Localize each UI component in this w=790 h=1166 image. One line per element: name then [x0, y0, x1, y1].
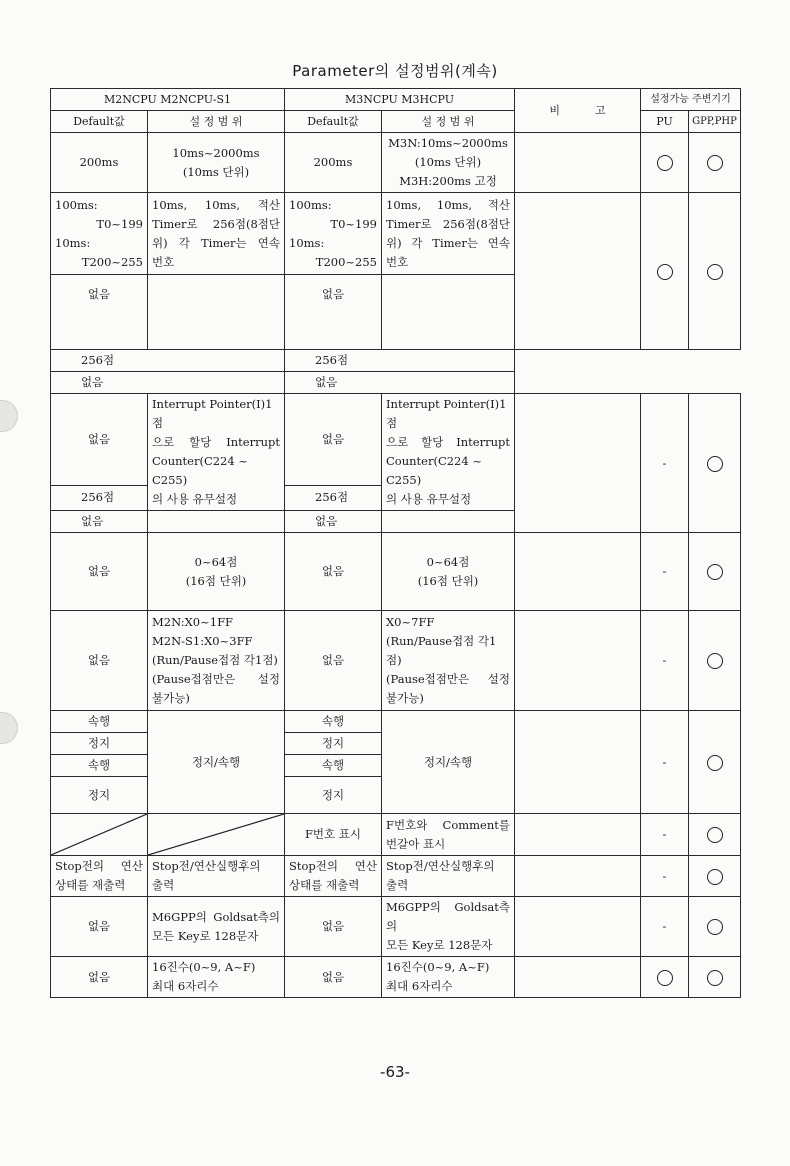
default-value: 없음: [51, 533, 148, 611]
default-value: 256점: [285, 350, 515, 372]
range-cell: [382, 957, 515, 998]
range-line: (Run/Pause접점 각1점): [386, 634, 497, 667]
default-value: 256점: [285, 485, 382, 510]
binder-hole-bottom: [0, 712, 18, 744]
default-cell: [285, 193, 382, 275]
circle-icon: [707, 970, 723, 986]
header-row-1: [51, 89, 741, 111]
pu-mark: -: [641, 611, 689, 711]
remarks-cell: [515, 611, 641, 711]
range-cell: [382, 511, 515, 533]
range-cell: [148, 533, 285, 611]
range-cell: [148, 511, 285, 533]
default-value: 200ms: [51, 133, 148, 193]
header-default-1: Default값: [51, 111, 148, 133]
range-line: 번호: [386, 254, 409, 269]
circle-icon: [707, 155, 723, 171]
range-line: (Run/Pause접점 각1점): [152, 653, 278, 667]
gpp-mark: [689, 133, 741, 193]
default-value: 없음: [51, 275, 148, 350]
range-line: 10ms, 10ms, 적산: [386, 197, 510, 212]
range-line: Counter(C224 ~ C255): [386, 454, 482, 487]
range-line: 모든 Key로 128문자: [386, 938, 493, 952]
gpp-mark: [689, 856, 741, 897]
range-cell: [382, 611, 515, 711]
range-line: F번호와 Comment를: [386, 817, 510, 832]
range-cell: [382, 394, 515, 511]
default-value: 없음: [285, 611, 382, 711]
range-cell: [148, 611, 285, 711]
table-row: [51, 814, 741, 856]
range-line: Stop전/연산실행후의: [152, 859, 261, 873]
remarks-cell: [515, 856, 641, 897]
default-line: 100ms:: [289, 197, 332, 212]
pu-mark: -: [641, 394, 689, 533]
table-row: [51, 533, 741, 611]
default-value: 속행: [285, 755, 382, 777]
range-line: 번갈아 표시: [386, 836, 446, 851]
circle-icon: [707, 264, 723, 280]
pu-mark: -: [641, 711, 689, 814]
range-line: 모든 Key로 128문자: [152, 928, 259, 943]
range-line: 번호: [152, 254, 175, 269]
remarks-cell: [515, 394, 641, 533]
range-cell: [148, 133, 285, 193]
default-line: 상태를 재출력: [55, 878, 126, 892]
default-line: 10ms:: [289, 235, 325, 250]
parameter-range-table: [50, 88, 741, 998]
range-cell: [148, 856, 285, 897]
range-cell: [382, 856, 515, 897]
default-value: 없음: [51, 611, 148, 711]
remarks-cell: [515, 957, 641, 998]
gpp-mark: [689, 394, 741, 533]
header-default-2: Default값: [285, 111, 382, 133]
range-line: 16진수(0~9, A~F): [386, 960, 490, 974]
default-cell: [51, 193, 148, 275]
header-range-2: 설 정 범 위: [382, 111, 515, 133]
default-value: 없음: [51, 394, 148, 486]
range-line: (Pause접점만은 설정: [386, 672, 510, 686]
range-line: 출력: [386, 878, 409, 892]
pu-mark: [641, 957, 689, 998]
default-line: Stop전의 연산: [289, 859, 377, 873]
table-row: [51, 711, 741, 733]
circle-icon: [657, 264, 673, 280]
circle-icon: [707, 653, 723, 669]
header-pu: PU: [641, 111, 689, 133]
range-cell: [382, 275, 515, 350]
range-line: X0~7FF: [386, 615, 435, 629]
header-range-1: 설 정 범 위: [148, 111, 285, 133]
range-line: Interrupt Pointer(I)1점: [386, 397, 507, 430]
default-line: T0~199: [330, 216, 377, 231]
header-remarks: 비 고: [515, 89, 641, 133]
default-line: Stop전의 연산: [55, 859, 143, 873]
range-line: 위) 각 Timer는 연속: [386, 235, 510, 250]
default-value: 없음: [51, 372, 285, 394]
range-cell: [382, 533, 515, 611]
range-cell: 정지/속행: [382, 711, 515, 814]
default-value: 200ms: [285, 133, 382, 193]
circle-icon: [707, 755, 723, 771]
default-value: 없음: [285, 372, 515, 394]
gpp-mark: [689, 533, 741, 611]
range-line: M3H:200ms 고정: [399, 174, 497, 188]
default-line: T200~255: [81, 254, 143, 269]
empty-diagonal-cell: [148, 814, 285, 856]
pu-mark: [641, 133, 689, 193]
gpp-mark: [689, 814, 741, 856]
pu-mark: -: [641, 856, 689, 897]
range-line: (16점 단위): [417, 573, 479, 588]
default-cell: [51, 856, 148, 897]
range-line: 16진수(0~9, A~F): [152, 960, 256, 974]
pu-mark: -: [641, 897, 689, 957]
range-cell: [148, 957, 285, 998]
default-value: 없음: [51, 511, 148, 533]
remarks-cell: [515, 350, 741, 394]
remarks-cell: [515, 533, 641, 611]
default-value: 없음: [285, 897, 382, 957]
range-line: Timer로 256점(8점단: [152, 216, 280, 231]
table-row: [51, 394, 741, 486]
default-value: 정지: [51, 733, 148, 755]
default-line: T200~255: [315, 254, 377, 269]
table-row: [51, 957, 741, 998]
default-line: T0~199: [96, 216, 143, 231]
range-line: 출력: [152, 878, 175, 892]
range-cell: [148, 394, 285, 511]
gpp-mark: [689, 193, 741, 350]
remarks-cell: [515, 193, 641, 350]
range-cell: [148, 275, 285, 350]
range-line: 0~64점: [426, 554, 470, 569]
default-value: 256점: [51, 350, 285, 372]
range-line: 으로 할당 Interrupt: [152, 435, 280, 449]
range-line: (16점 단위): [185, 573, 247, 588]
gpp-mark: [689, 897, 741, 957]
range-line: 불가능): [152, 691, 190, 705]
table-row: [51, 856, 741, 897]
table-row: [51, 611, 741, 711]
range-line: 최대 6자리수: [386, 979, 453, 993]
range-cell: [382, 897, 515, 957]
circle-icon: [707, 827, 723, 843]
table-row: [51, 133, 741, 193]
remarks-cell: [515, 814, 641, 856]
range-line: 최대 6자리수: [152, 979, 219, 993]
default-value: 없음: [285, 511, 382, 533]
gpp-mark: [689, 611, 741, 711]
empty-diagonal-cell: [51, 814, 148, 856]
default-line: 100ms:: [55, 197, 98, 212]
header-m2ncpu: M2NCPU M2NCPU-S1: [51, 89, 285, 111]
circle-icon: [657, 970, 673, 986]
table-row: [51, 897, 741, 957]
circle-icon: [707, 564, 723, 580]
range-line: M6GPP의 Goldsat측의: [152, 909, 280, 924]
default-value: 속행: [51, 711, 148, 733]
range-line: (10ms 단위): [414, 155, 482, 169]
range-cell: [382, 193, 515, 275]
pu-mark: -: [641, 814, 689, 856]
range-line: M2N:X0~1FF: [152, 615, 234, 629]
diagonal-line: [51, 814, 147, 855]
range-line: 0~64점: [194, 554, 238, 569]
range-line: 10ms, 10ms, 적산: [152, 197, 280, 212]
default-value: 없음: [285, 533, 382, 611]
circle-icon: [657, 155, 673, 171]
range-line: M6GPP의 Goldsat측의: [386, 900, 510, 933]
gpp-mark: [689, 957, 741, 998]
circle-icon: [707, 919, 723, 935]
table-row: [51, 193, 741, 275]
range-line: 10ms~2000ms: [172, 145, 260, 160]
range-cell: 정지/속행: [148, 711, 285, 814]
binder-hole-top: [0, 400, 18, 432]
circle-icon: [707, 456, 723, 472]
range-cell: [382, 814, 515, 856]
range-cell: [382, 133, 515, 193]
default-value: 속행: [285, 711, 382, 733]
default-value: 없음: [51, 957, 148, 998]
pu-mark: [641, 193, 689, 350]
range-line: Interrupt Pointer(I)1점: [152, 397, 273, 430]
range-line: Timer로 256점(8점단: [386, 216, 510, 231]
range-line: (Pause접점만은 설정: [152, 672, 280, 686]
range-line: 의 사용 유무설정: [386, 492, 472, 506]
default-value: F번호 표시: [285, 814, 382, 856]
gpp-mark: [689, 711, 741, 814]
circle-icon: [707, 869, 723, 885]
range-cell: [148, 193, 285, 275]
range-line: M3N:10ms~2000ms: [388, 136, 508, 150]
range-cell: [148, 897, 285, 957]
table-row: [51, 350, 741, 372]
default-value: 없음: [285, 957, 382, 998]
default-line: 10ms:: [55, 235, 91, 250]
range-line: Counter(C224 ~ C255): [152, 454, 248, 487]
remarks-cell: [515, 897, 641, 957]
remarks-cell: [515, 711, 641, 814]
pu-mark: -: [641, 533, 689, 611]
default-value: 정지: [285, 733, 382, 755]
default-value: 정지: [285, 777, 382, 814]
header-gpp: GPP,PHP: [689, 111, 741, 133]
header-peripheral: 설정가능 주변기기: [641, 89, 741, 111]
default-value: 없음: [285, 275, 382, 350]
remarks-cell: [515, 133, 641, 193]
default-value: 속행: [51, 755, 148, 777]
range-line: 으로 할당 Interrupt: [386, 435, 510, 449]
range-line: 위) 각 Timer는 연속: [152, 235, 280, 250]
default-cell: [285, 856, 382, 897]
page-title: Parameter의 설정범위(계속): [292, 62, 498, 80]
range-line: (10ms 단위): [182, 164, 250, 179]
range-line: 불가능): [386, 691, 424, 705]
range-line: 의 사용 유무설정: [152, 492, 238, 506]
default-value: 정지: [51, 777, 148, 814]
default-value: 256점: [51, 485, 148, 510]
diagonal-line: [148, 814, 284, 855]
page-number: -63-: [380, 1063, 410, 1081]
range-line: M2N-S1:X0~3FF: [152, 634, 253, 648]
default-line: 상태를 재출력: [289, 878, 360, 892]
default-value: 없음: [51, 897, 148, 957]
default-value: 없음: [285, 394, 382, 486]
range-line: Stop전/연산실행후의: [386, 859, 495, 873]
header-m3ncpu: M3NCPU M3HCPU: [285, 89, 515, 111]
